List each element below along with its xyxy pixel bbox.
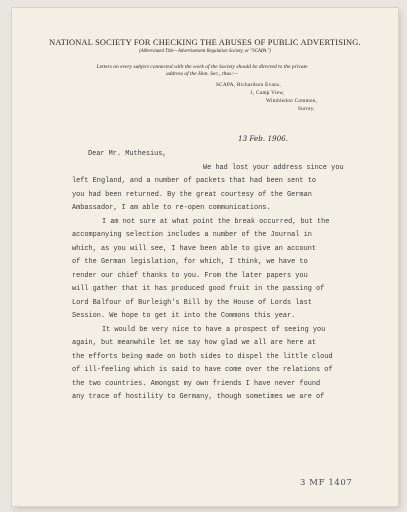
body-line: We had lost your address since you	[203, 163, 344, 172]
body-line: of the German legislation, for which, I think, we have to	[72, 258, 308, 266]
body-line: the efforts being made on both sides to dispel the little cloud	[72, 352, 333, 361]
address-line: SCAPA, Richardson Evans,	[216, 82, 281, 88]
body-line: will gather that it has produced good fruit in the passing of	[72, 285, 325, 293]
address-line: Surrey.	[298, 106, 315, 112]
body-line: any trace of hostility to Germany, though sometimes we are of	[72, 393, 325, 401]
letter-date: 13 Feb. 1906.	[238, 134, 289, 143]
letter-body	[72, 150, 388, 407]
letterhead-note-line: Letters on every subject connected with the work of the Society should be directed to the private	[96, 64, 308, 70]
address-line: Wimbledon Common,	[266, 98, 318, 104]
body-line: Lord Balfour of Burleigh's Bill by the House of Lords last	[72, 298, 312, 307]
body-line: again, but meanwhile let me say how glad we all are here at	[72, 339, 316, 347]
letterhead-subtitle: (Abbreviated Title—Advertisement Regulation Society, or "SCAPA.")	[139, 49, 271, 54]
body-line: I am not sure at what point the break occurred, but the	[102, 217, 330, 226]
body-line: Session. We hope to get it into the Commons this year.	[72, 312, 296, 320]
body-line: accompanying selection includes a number of the Journal in	[72, 231, 312, 239]
body-line: left England, and a number of packets that had been sent to	[72, 177, 316, 185]
body-line: the two countries. Amongst my own friends I have never found	[72, 379, 321, 388]
letterhead-note	[72, 64, 332, 78]
body-line: render our chief thanks to you. From the later papers you	[72, 271, 308, 280]
body-line: Ambassador, I am able to re-open communications.	[72, 204, 271, 212]
letterhead-title: NATIONAL SOCIETY FOR CHECKING THE ABUSES OF PUBLIC ADVERTISING.	[49, 38, 361, 47]
body-line: which, as you will see, I have been able to give an account	[72, 244, 316, 253]
body-line: you had been returned. By the great courtesy of the German	[72, 190, 312, 199]
body-line: of ill-feeling which is said to have come over the relations of	[72, 366, 333, 374]
letterhead-note-line: address of the Hon. Sec., thus:—	[166, 71, 238, 77]
archive-stamp: 3 MF 1407	[300, 478, 353, 488]
body-line: It would be very nice to have a prospect of seeing you	[102, 325, 326, 334]
salutation: Dear Mr. Muthesius,	[88, 150, 167, 158]
address-line: 1, Camp View,	[250, 90, 285, 96]
